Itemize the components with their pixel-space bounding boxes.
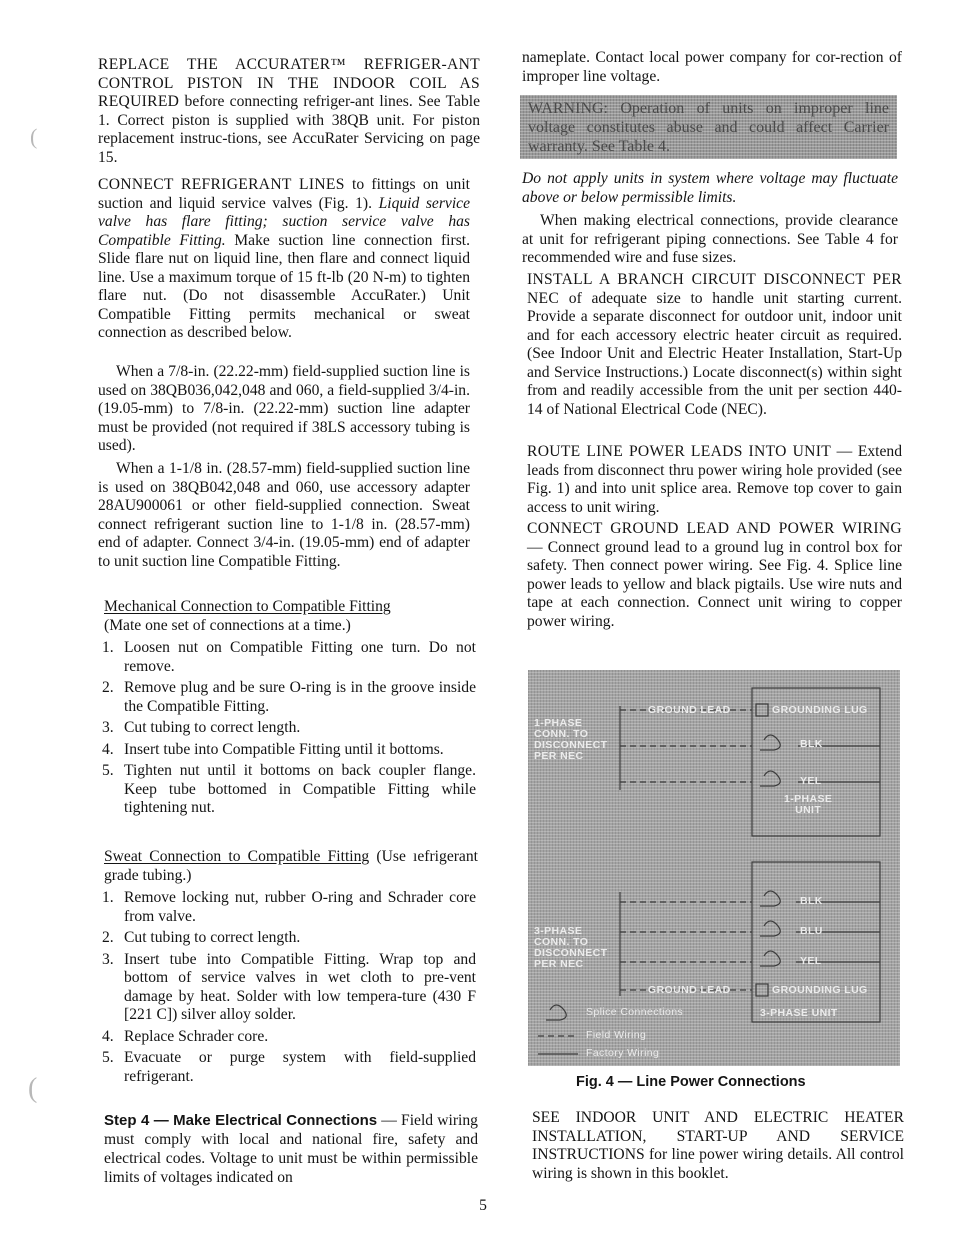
one-phase-yel-label: YEL	[800, 775, 822, 787]
sweat-step	[98, 1049, 476, 1086]
sweat-step-number: 3.	[102, 950, 114, 968]
splice-symbol-3	[760, 891, 780, 906]
three-phase-blk-label: BLK	[800, 895, 823, 907]
three-phase-source-label	[534, 926, 607, 970]
mechanical-step-text: Loosen nut on Compatible Fitting one turn. Do not remove.	[124, 639, 476, 675]
sweat-step-number: 1.	[102, 889, 114, 906]
step4-paragraph	[104, 1111, 478, 1187]
refrigerant-lines-paragraph	[98, 176, 470, 343]
margin-scan-mark: (	[28, 1073, 38, 1104]
sweat-step-number: 2.	[102, 929, 114, 946]
three-phase-blu-label: BLU	[800, 925, 823, 937]
sweat-step-number: 5.	[102, 1049, 114, 1066]
mechanical-step-text: Cut tubing to correct length.	[124, 719, 301, 736]
sweat-step	[98, 889, 476, 926]
step4-heading: Step 4 — Make Electrical Connections	[104, 1112, 378, 1129]
mechanical-step-text: Tighten nut until it bottoms on back coupler flange. Keep tube bottomed in Compatible Fitting while tightening nut.	[124, 762, 476, 816]
warning-box	[520, 95, 897, 159]
one-phase-grounding-lug-label: GROUNDING LUG	[772, 704, 868, 716]
one-phase-ground-lug	[756, 704, 768, 716]
sweat-step-text: Remove locking nut, rubber O-ring and Schrader core from valve.	[124, 889, 476, 925]
one-phase-blk-label: BLK	[800, 738, 823, 750]
three-phase-src-line-4: PER NEC	[534, 958, 584, 970]
three-phase-ground-lug	[756, 984, 768, 996]
three-phase-ground-lead-label: GROUND LEAD	[648, 984, 731, 996]
piston-heading: REPLACE THE ACCURATER™ REFRIGER-ANT CONTROL PISTON IN THE INDOOR COIL AS REQUIRED	[98, 56, 480, 110]
legend-field-wiring-label: Field Wiring	[586, 1029, 647, 1041]
one-phase-unit-line-2: UNIT	[795, 804, 822, 816]
sweat-step-text: Insert tube into Compatible Fitting. Wrap top and bottom of service valves in wet cloth to pre-vent damage by heat. Solder with low tempera-ture (430 F [221 C]) silver alloy solder.	[124, 950, 476, 1023]
route-leads-paragraph	[527, 443, 902, 517]
mechanical-step-number: 5.	[102, 762, 114, 779]
route-leads-heading: ROUTE LINE POWER LEADS INTO UNIT	[527, 443, 832, 460]
one-phase-unit-label	[784, 794, 832, 816]
refrigerant-lines-italic: Liquid service valve has flare fitting; suction service valve has Compatible Fitting.	[98, 194, 471, 249]
ground-lead-body: — Connect ground lead to a ground lug in control box for safety. Then connect power wiring. See Fig. 4. Splice line power leads to yellow and black pigtails. Use wire nuts and tape at each connection. Connect unit wiring to copper power wiring.	[527, 538, 902, 630]
three-phase-unit-box	[752, 862, 880, 1022]
mechanical-connection-subtitle: (Mate one set of connections at a time.)	[104, 616, 351, 634]
sweat-step	[98, 951, 476, 1025]
one-phase-ground-lead-label: GROUND LEAD	[648, 704, 731, 716]
three-phase-unit-label: 3-PHASE UNIT	[760, 1007, 838, 1019]
sweat-step	[98, 929, 476, 948]
wiring-diagram	[528, 670, 900, 1066]
refrigerant-lines-text-a: to fittings on unit suction and liquid service valves (Fig. 1).	[98, 176, 470, 212]
three-phase-yel-label: YEL	[800, 955, 822, 967]
see-indoor-unit-paragraph: SEE INDOOR UNIT AND ELECTRIC HEATER INSTALLATION, START-UP AND SERVICE INSTRUCTIONS for line power wiring details. All control wiring is shown in this booklet.	[532, 1109, 904, 1182]
clearance-paragraph: When making electrical connections, provide clearance at unit for refrigerant piping connections. See Table 4 for recommended wire and fuse sizes.	[522, 212, 898, 266]
sweat-step-number: 4.	[102, 1027, 114, 1045]
warning-text: WARNING: Operation of units on improper line voltage constitutes abuse and could affect Carrier warranty. See Table 4.	[528, 100, 889, 155]
legend-factory-wiring-label: Factory Wiring	[586, 1047, 660, 1059]
mechanical-step	[98, 679, 476, 716]
one-phase-src-line-3: DISCONNECT	[534, 739, 608, 751]
nameplate-paragraph: nameplate. Contact local power company for cor-rection of improper line voltage.	[522, 49, 902, 85]
mechanical-step-number: 4.	[102, 740, 114, 758]
adapter-paragraph-2: When a 1-1/8 in. (28.57-mm) field-supplied suction line is used on 38QB042,048 and 060, use accessory adapter 28AU900061 or other field-supplied connection. Sweat connect refrigerant suction line to 1-1/8 in. (28.57-mm) end of adapter. Connect 3/4-in. (19.05-mm) end of adapter to unit suction line Compatible Fitting.	[98, 460, 470, 570]
margin-scan-mark: (	[30, 124, 38, 149]
splice-symbol-1	[760, 735, 780, 750]
sweat-connection-title: Sweat Connection to Compatible Fitting	[104, 848, 370, 865]
sweat-step-text: Cut tubing to correct length.	[124, 929, 301, 946]
three-phase-grounding-lug-label: GROUNDING LUG	[772, 984, 868, 996]
mechanical-step-number: 2.	[102, 679, 114, 696]
mechanical-step	[98, 639, 476, 676]
three-phase-src-line-1: 3-PHASE	[534, 925, 583, 937]
splice-symbol-2	[760, 771, 780, 786]
branch-disconnect-paragraph	[527, 271, 902, 419]
mechanical-step-number: 3.	[102, 719, 114, 736]
one-phase-unit-line-1: 1-PHASE	[784, 793, 833, 805]
one-phase-src-line-2: CONN. TO	[534, 728, 589, 740]
sweat-steps-list	[98, 889, 476, 1089]
mechanical-connection-heading	[104, 598, 478, 635]
sweat-step-text: Evacuate or purge system with field-supplied refrigerant.	[124, 1049, 476, 1085]
branch-disconnect-body: of adequate size to handle unit starting current. Provide a separate disconnect for outdoor unit, indoor unit and for each accessory electric heater circuit as required. (See Indoor Unit and Electric Heater Installation, Start-Up and Service Instructions.) Locate disconnect(s) within sight from and readily accessible from the unit per section 440-14 of National Electrical Code (NEC).	[527, 289, 902, 418]
figure-caption: Fig. 4 — Line Power Connections	[576, 1074, 806, 1090]
ground-lead-heading: CONNECT GROUND LEAD AND POWER WIRING	[527, 520, 902, 537]
page-number: 5	[479, 1197, 487, 1214]
legend-splice-label: Splice Connections	[586, 1006, 684, 1018]
route-leads-body: — Extend leads from disconnect thru power wiring hole provided (see Fig. 1) and into unit splice area. Remove top cover to gain access to unit wiring.	[527, 443, 902, 516]
splice-symbol-5	[760, 951, 780, 966]
voltage-italic-note	[522, 170, 898, 207]
step4-body: — Field wiring must comply with local and national fire, safety and electrical codes. Voltage to unit must be within permissible limits of voltages indicated on	[104, 1112, 478, 1186]
sweat-connection-note: (Use ıefrigerant grade tubing.)	[104, 848, 478, 884]
mechanical-step-text: Insert tube into Compatible Fitting until it bottoms.	[124, 740, 444, 758]
mechanical-steps-list	[98, 639, 476, 821]
refrigerant-lines-text-b: Make suction line connection first. Slide flare nut on liquid line, then flare and connect liquid line. Use a maximum torque of 15 ft-lb (20 N-m) to tighten flare nut. (Do not disassemble AccuRater.) Unit Compatible Fitting permits mechanical or sweat connection as described below.	[98, 231, 470, 341]
refrigerant-lines-heading: CONNECT REFRIGERANT LINES	[98, 176, 345, 193]
mechanical-step	[98, 741, 476, 760]
ground-lead-paragraph	[527, 520, 902, 631]
mechanical-step	[98, 719, 476, 738]
one-phase-src-line-1: 1-PHASE	[534, 717, 583, 729]
piston-body: before connecting refriger-ant lines. See Table 1. Correct piston is supplied with 38QB unit. For piston replacement instruc-tions, see AccuRater Servicing on page 15.	[98, 93, 480, 166]
sweat-step	[98, 1028, 476, 1047]
one-phase-src-line-4: PER NEC	[534, 750, 584, 762]
three-phase-src-line-2: CONN. TO	[534, 936, 589, 948]
branch-disconnect-heading: INSTALL A BRANCH CIRCUIT DISCONNECT PER NEC	[527, 271, 902, 307]
three-phase-src-line-3: DISCONNECT	[534, 947, 608, 959]
mechanical-step-text: Remove plug and be sure O-ring is in the groove inside the Compatible Fitting.	[124, 679, 476, 715]
adapter-paragraph-1: When a 7/8-in. (22.22-mm) field-supplied suction line is used on 38QB036,042,048 and 060, a field-supplied 3/4-in. (19.05-mm) to 7/8-in. (22.22-mm) suction line adapter must be provided (not required if 38LS accessory tubing is used).	[98, 363, 470, 454]
mechanical-connection-title: Mechanical Connection to Compatible Fitting	[104, 598, 391, 615]
mechanical-step-number: 1.	[102, 639, 114, 656]
voltage-note-text: Do not apply units in system where voltage may fluctuate above or below permissible limits.	[522, 170, 898, 206]
splice-symbol-4	[760, 921, 780, 936]
one-phase-source-label	[534, 718, 607, 762]
piston-paragraph	[98, 56, 480, 167]
sweat-connection-heading	[104, 848, 478, 885]
mechanical-step	[98, 762, 476, 818]
sweat-step-text: Replace Schrader core.	[124, 1027, 269, 1045]
legend-splice-symbol	[546, 1005, 566, 1020]
